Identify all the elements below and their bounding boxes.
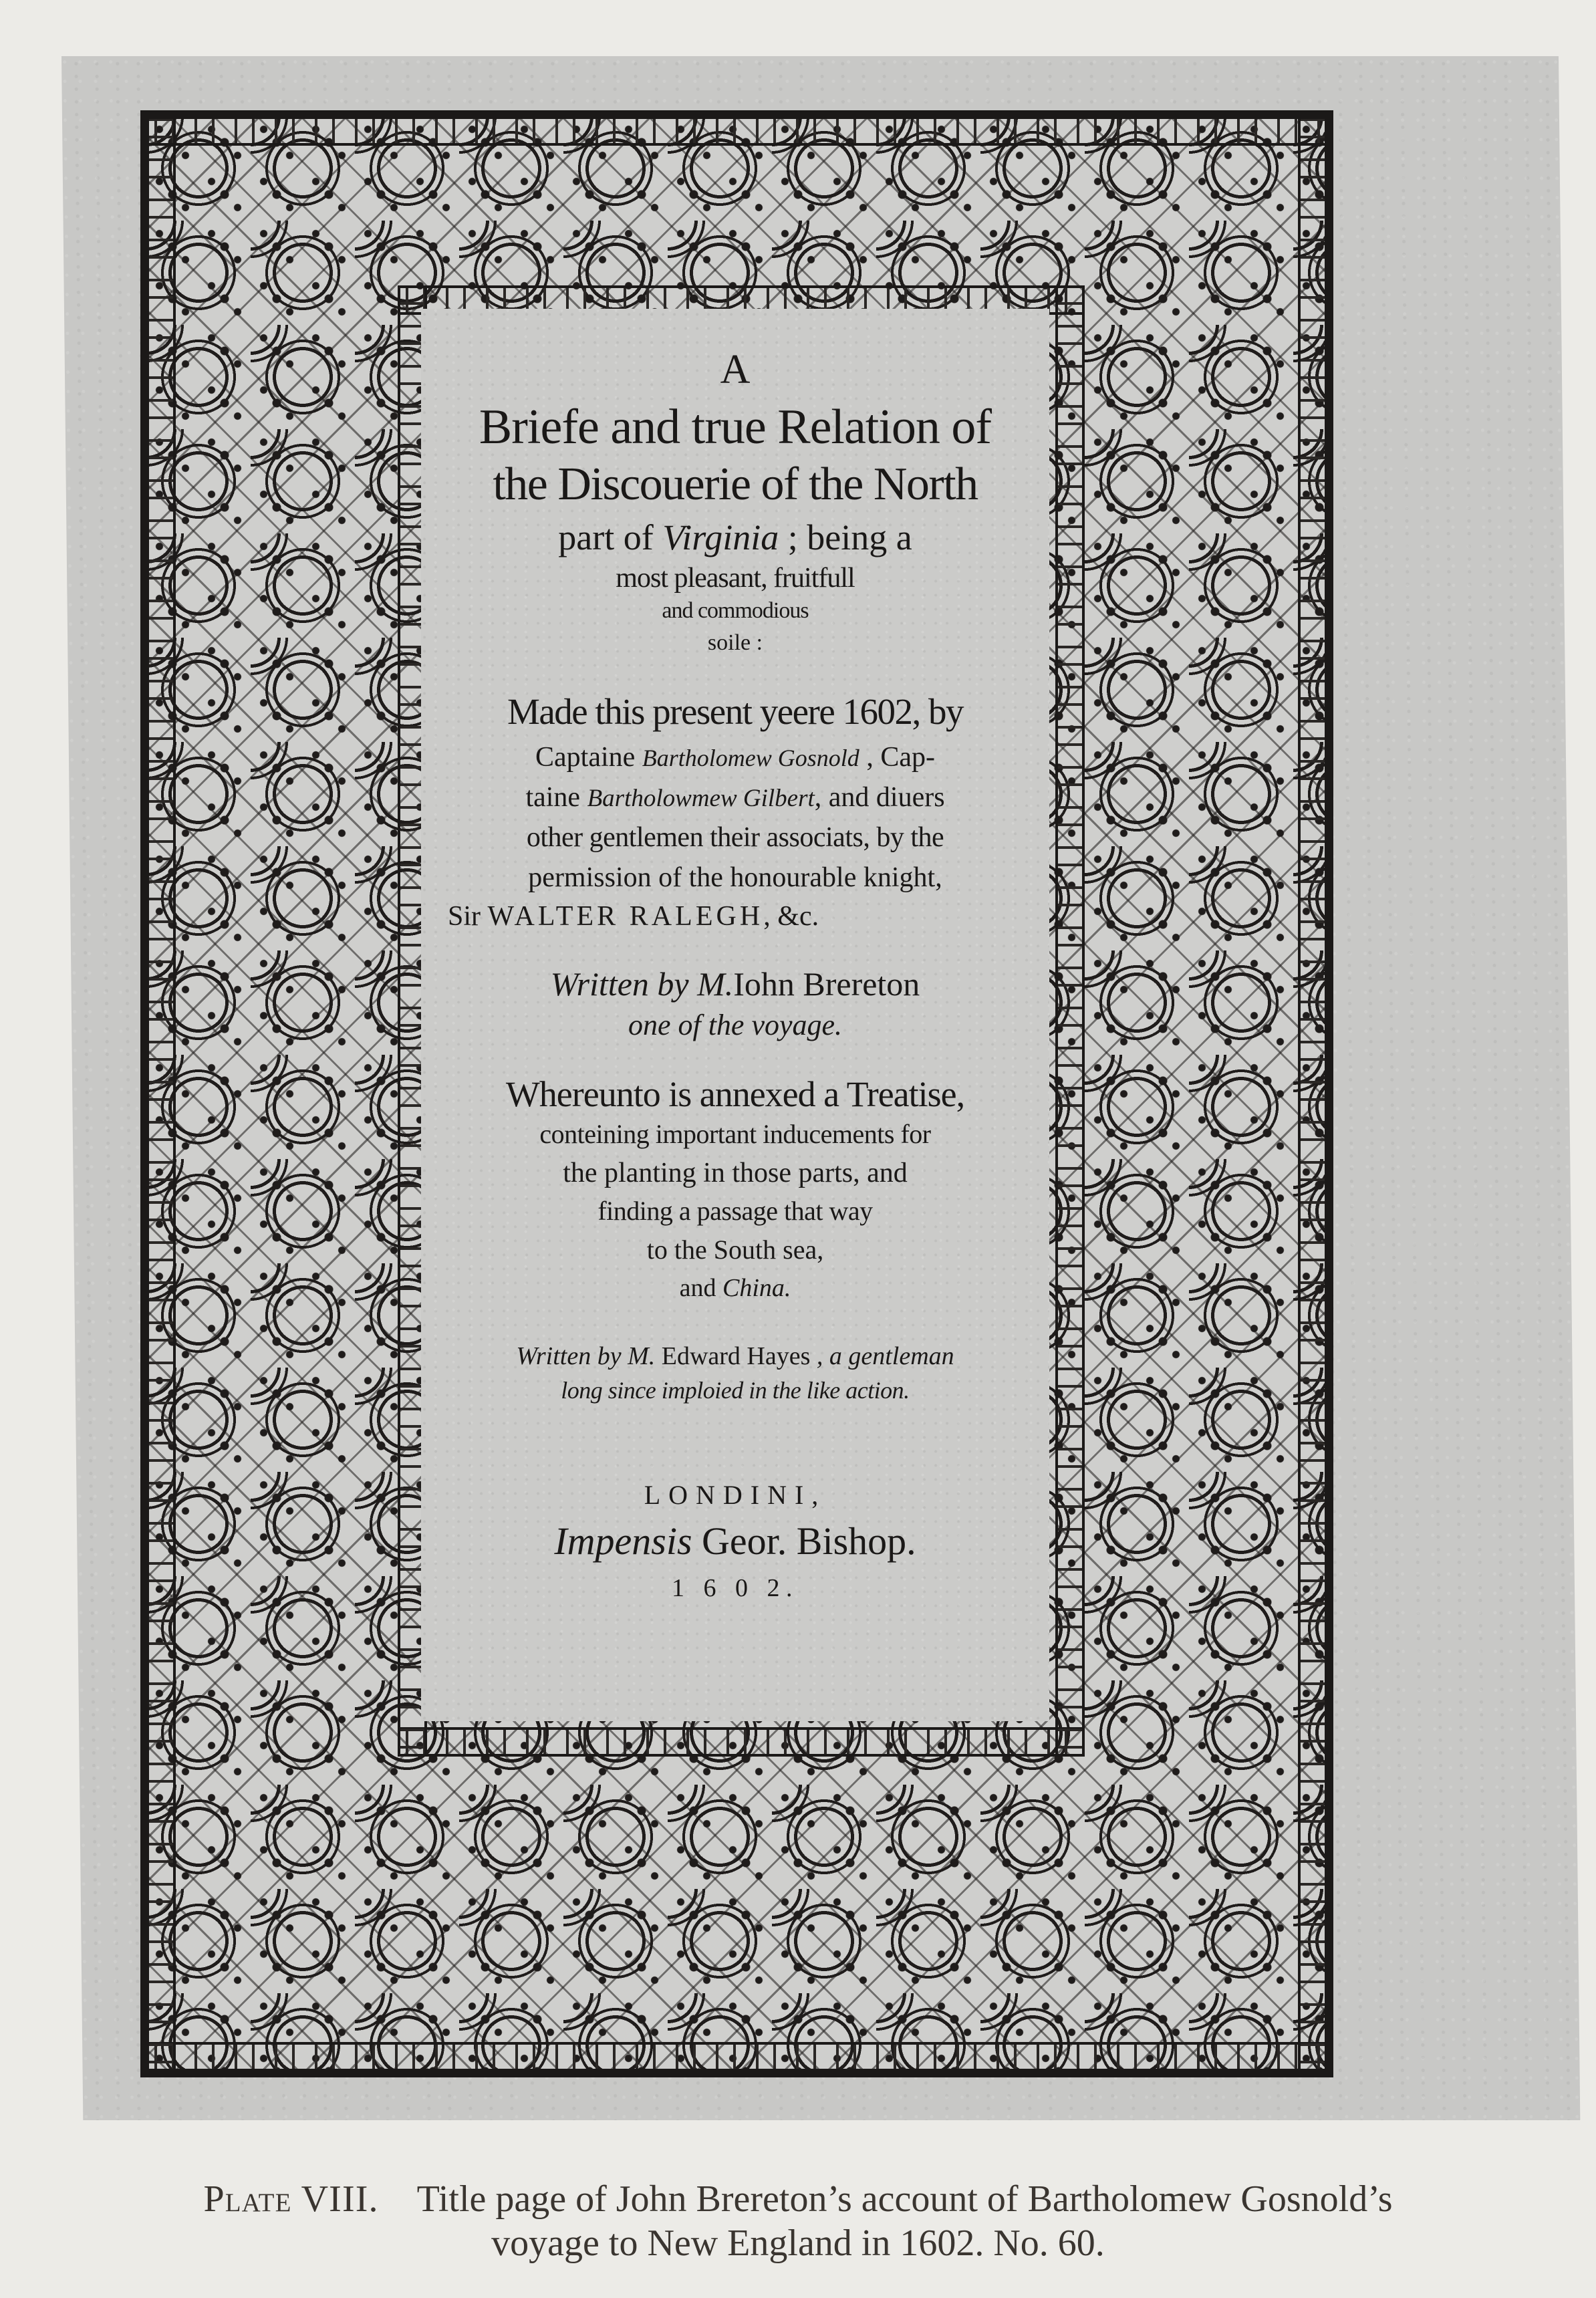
year-line: 1 6 0 2.: [672, 1574, 799, 1602]
text-and: and: [679, 1274, 722, 1302]
written-by-hayes-line: [421, 1344, 1049, 1369]
planting-line: the planting in those parts, and: [563, 1158, 908, 1188]
text-john-brereton: Iohn Brereton: [733, 965, 920, 1003]
captaine-gilbert-line: [421, 783, 1049, 811]
text-etc: , &c.: [763, 901, 819, 932]
plate-caption-line-2: voyage to New England in 1602. No. 60.: [491, 2222, 1105, 2264]
text-sir: Sir: [448, 901, 488, 932]
text-being-a: ; being a: [779, 517, 912, 557]
outer-band-left: [146, 116, 176, 2071]
text-geor-bishop: Geor. Bishop.: [702, 1519, 916, 1563]
caption-text-1: Title page of John Brereton’s account of Bartholomew Gosnold’s: [416, 2178, 1393, 2220]
londini-line: LONDINI,: [644, 1480, 827, 1510]
whereunto-line: Whereunto is annexed a Treatise,: [505, 1074, 965, 1114]
text-gilbert: Bartholowmew Gilbert: [587, 785, 815, 812]
captaine-gosnold-line: [421, 743, 1049, 771]
inner-band-bottom: [398, 1727, 1085, 1757]
voyage-line: one of the voyage.: [628, 1009, 843, 1041]
text-cap: , Cap-: [859, 742, 935, 773]
inner-band-right: [1055, 285, 1085, 1757]
south-sea-line: to the South sea,: [646, 1235, 824, 1265]
title-line-2: the Discouerie of the North: [493, 459, 978, 510]
associats-line: other gentlemen their associats, by the: [526, 822, 944, 853]
title-article: A: [720, 347, 751, 392]
title-line-3: [421, 519, 1049, 555]
plate-label: Plate VIII.: [203, 2178, 379, 2220]
china-line: [421, 1275, 1049, 1301]
text-a-gentleman: , a gentleman: [810, 1342, 954, 1370]
text-part-of: part of: [558, 517, 663, 557]
title-page-text-panel: [421, 309, 1049, 1721]
text-walter-ralegh: WALTER RALEGH: [487, 901, 764, 932]
finding-line: finding a passage that way: [597, 1196, 873, 1226]
title-line-4: most pleasant, fruitfull: [616, 563, 855, 594]
written-by-brereton-line: [421, 967, 1049, 1001]
text-written-by-m-2: Written by M.: [516, 1342, 662, 1370]
text-impensis: Impensis: [554, 1519, 702, 1563]
text-china: China.: [722, 1274, 791, 1302]
title-line-5: and commodious: [662, 598, 809, 623]
outer-band-bottom: [146, 2042, 1327, 2071]
made-line: Made this present yeere 1602, by: [507, 691, 964, 732]
text-gosnold: Bartholomew Gosnold: [642, 745, 859, 771]
impensis-line: [421, 1519, 1049, 1563]
text-captaine: Captaine: [535, 742, 642, 773]
title-line-1: Briefe and true Relation of: [479, 400, 992, 455]
text-virginia: Virginia: [662, 517, 779, 557]
plate-caption-line-1: [0, 2180, 1596, 2218]
text-diuers: , and diuers: [814, 782, 945, 813]
outer-band-right: [1298, 116, 1327, 2071]
title-line-6: soile :: [707, 630, 763, 655]
imploied-line: long since imploied in the like action.: [561, 1377, 910, 1404]
text-taine: taine: [525, 782, 587, 813]
conteining-line: conteining important inducements for: [539, 1119, 931, 1149]
outer-band-top: [146, 116, 1327, 146]
permission-line: permission of the honourable knight,: [528, 862, 942, 893]
text-edward-hayes: Edward Hayes: [661, 1342, 811, 1370]
text-written-by-m: Written by M.: [550, 965, 734, 1003]
raleigh-line: [421, 902, 1049, 930]
